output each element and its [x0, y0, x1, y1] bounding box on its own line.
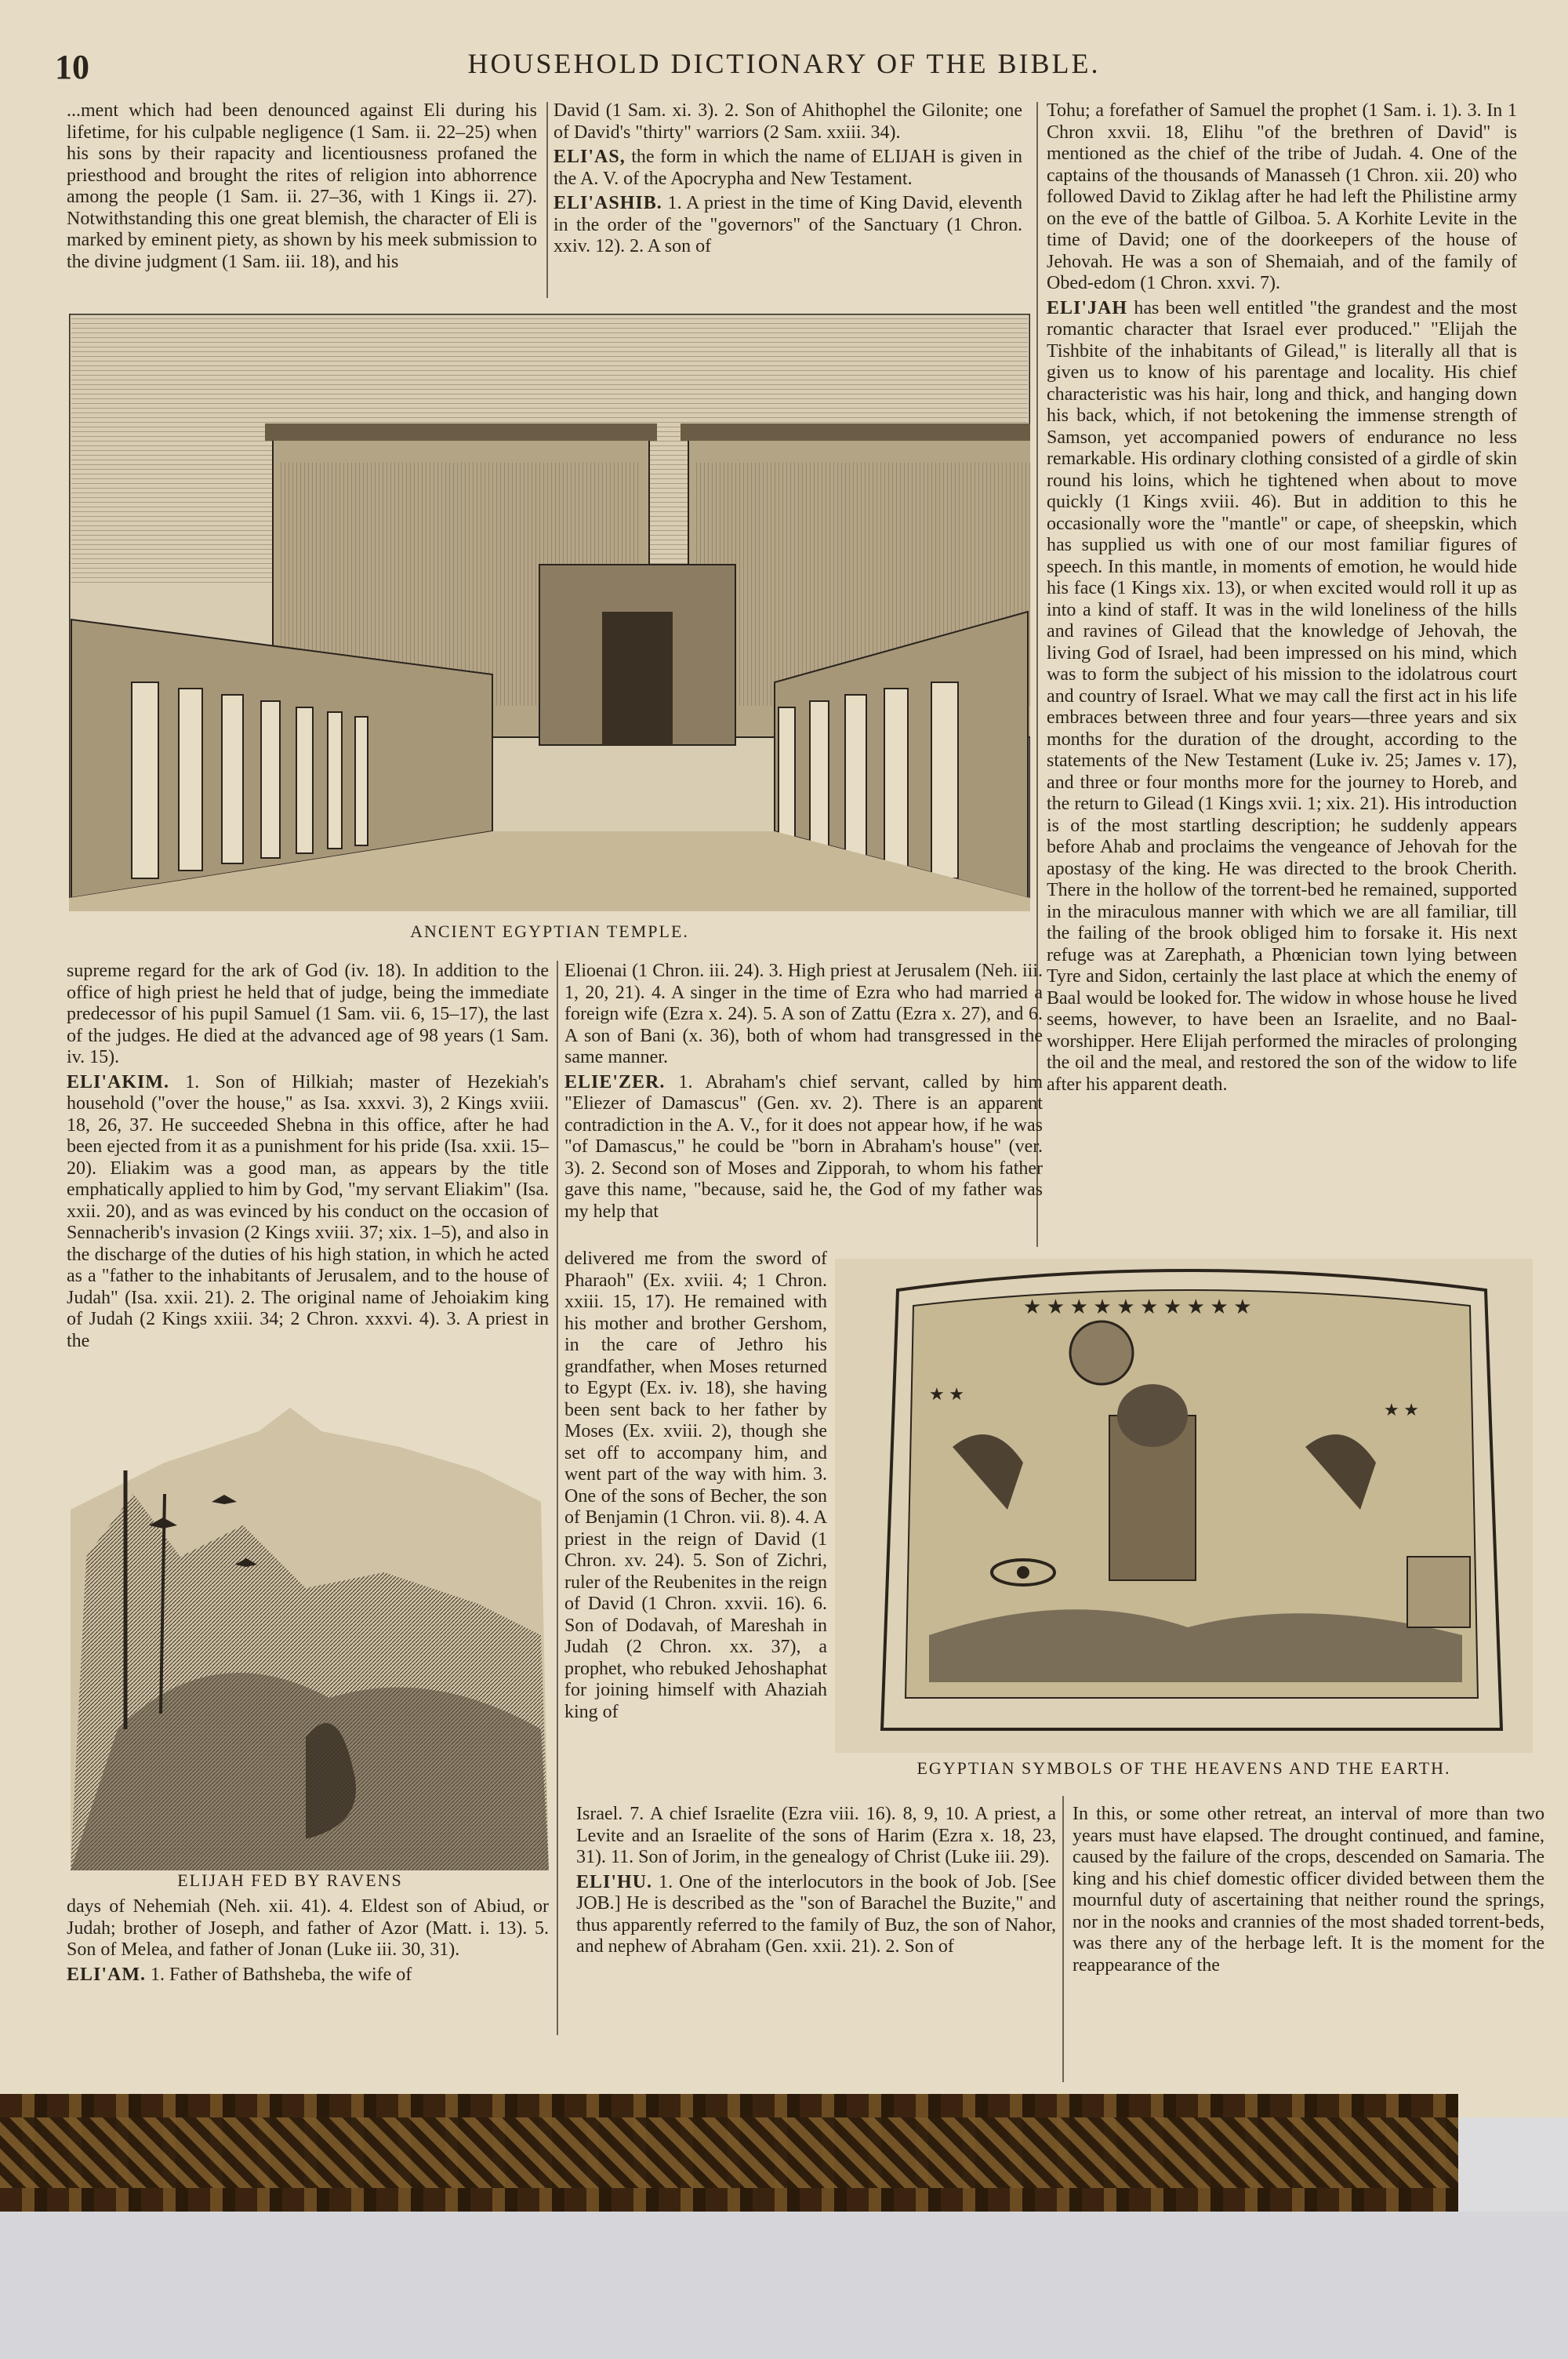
column-divider	[546, 102, 548, 298]
paragraph: supreme regard for the ark of God (iv. 18). In addition to the office of high priest he held that of judge, being the immediate predecessor of his pupil Samuel (1 Sam. vii. 6, 15–17), the last of the judges. He died at the advanced age of 98 years (1 Sam. iv. 15).	[67, 961, 549, 1067]
entry-text: 1. Abraham's chief servant, called by him "Eliezer of Damascus" (Gen. xv. 2). There is an apparent contradiction in the A. V., for it does not appear how, if he was "of Damascus," he could be "born in Abraham's house" (ver. 3). 2. Second son of Moses and Zipporah, to whom his father gave this name, "because, said he, the God of my father was my help that	[564, 1071, 1043, 1222]
column-divider	[557, 961, 558, 2035]
column-1-bottom	[67, 1896, 549, 2081]
page-header	[47, 47, 1521, 86]
svg-text:★ ★: ★ ★	[1384, 1400, 1419, 1419]
entry-text: 1. One of the interlocutors in the book of Job. [See JOB.] He is described as the "son of Barachel the Buzite," and thus apparently referred to the family of Buz, the son of Nahor, and nephew of Abraham (Gen. xxii. 21). 2. Son of	[576, 1871, 1056, 1957]
entry-elijah	[1047, 298, 1517, 1096]
headword: ELI'AS,	[554, 147, 626, 167]
paragraph: David (1 Sam. xi. 3). 2. Son of Ahithophel the Gilonite; one of David's "thirty" warriors (2 Sam. xxiii. 34).	[554, 100, 1022, 143]
elijah-fed-by-ravens-engraving	[71, 1400, 549, 1870]
headword: ELI'ASHIB.	[554, 193, 662, 213]
entry-elias	[554, 147, 1022, 190]
entry-text: 1. Son of Hilkiah; master of Hezekiah's household ("over the house," as Isa. xxxvi. 3), 2 Kings xviii. 18, 26, 37. He succeeded Shebna in this office, after he had been ejected from it as a punishment for his pride (Isa. xxii. 15–20). Eliakim was a good man, as appears by the title emphatically applied to him by God, "my servant Eliakim" (Isa. xxii. 20), and as was evinced by his conduct on the occasion of Sennacherib's invasion (2 Kings xviii. 37; xix. 1–5), and also in the discharge of the duties of his high station, in which he acted as a "father to the inhabitants of Jerusalem, and to the house of Judah" (Isa. xxii. 21). 2. The original name of Jehoiakim king of Judah (2 Kings xxiii. 34; 2 Chron. xxxvi. 4). 3. A priest in the	[67, 1071, 549, 1351]
temple-caption: ANCIENT EGYPTIAN TEMPLE.	[410, 921, 689, 941]
column-2-top	[554, 100, 1022, 296]
column-2-bottom	[576, 1804, 1056, 2082]
headword: ELI'HU.	[576, 1871, 653, 1892]
column-divider	[1062, 1796, 1064, 2082]
column-1-middle	[67, 961, 549, 1392]
entry-text: has been well entitled "the grandest and the most romantic character that Israel ever produced." "Elijah the Tishbite of the inhabitants of Gilead," is literally all that is given us to know of his parentage and locality. His chief characteristic was his hair, long and thick, and hanging down his back, which, if not betokening the immense strength of Samson, yet accompanied powers of endurance no less remarkable. His ordinary clothing consisted of a girdle of skin round his loins, which he tightened when about to move quickly (1 Kings xviii. 46). But in addition to this he occasionally wore the "mantle" or cape, of sheepskin, which has supplied us with one of our most familiar figures of speech. In this mantle, in moments of emotion, he would hide his face (1 Kings xix. 13), or when excited would roll it up as into a kind of staff. It was in the wild loneliness of the hills and ravines of Gilead that the knowledge of Jehovah, the living God of Israel, had been impressed on his mind, which was to form the subject of his mission to the idolatrous court and country of Israel. What we may call the first act in his life embraces between three and four years—three years and six months for the duration of the drought, according to the statements of the New Testament (Luke iv. 25; James v. 17), and three or four months more for the journey to Horeb, and the return to Gilead (1 Kings xvii. 1; xix. 21). His introduction is of the most startling description; he suddenly appears before Ahab and proclaims the vengeance of Jehovah for the apostasy of the king. He was directed to the brook Cherith. There in the hollow of the torrent-bed he remained, supported in the miraculous manner with which we are all familiar, till the failing of the brook obliged him to forsake it. His next refuge was at Zarephath, a Phœnician town lying between Tyre and Sidon, certainly the last place at which the enemy of Baal would be looked for. The widow in whose house he lived seems, however, to have been an Israelite, and no Baal-worshipper. Here Elijah performed the miracles of prolonging the oil and the meal, and restored the son of the widow to life after his apparent death.	[1047, 297, 1517, 1095]
entry-text: the form in which the name of ELIJAH is given in the A. V. of the Apocrypha and New Testament.	[554, 147, 1022, 189]
headword: ELI'AKIM.	[67, 1071, 170, 1092]
svg-text:★ ★ ★ ★ ★ ★ ★ ★ ★ ★: ★ ★ ★ ★ ★ ★ ★ ★ ★ ★	[1023, 1296, 1252, 1318]
column-3-top	[1047, 100, 1517, 1222]
paragraph: days of Nehemiah (Neh. xii. 41). 4. Eldest son of Abiud, or Judah; brother of Joseph, and father of Azor (Matt. i. 13). 5. Son of Melea, and father of Jonan (Luke iii. 30, 31).	[67, 1896, 549, 1960]
column-3-bottom	[1073, 1804, 1544, 2082]
paragraph: delivered me from the sword of Pharaoh" (Ex. xviii. 4; 1 Chron. xxiii. 15, 17). He remained with his mother and brother Gershom, in the care of Jethro his grandfather, when Moses returned to Egypt (Ex. iv. 18), she having been sent back to her father by Moses (Ex. xviii. 2), though she set off to accompany him, and went part of the way with him. 3. One of the sons of Becher, the son of Benjamin (1 Chron. vii. 8). 4. A priest in the reign of David (1 Chron. xv. 24). 5. Son of Zichri, ruler of the Reubenites in the reign of David (1 Chron. xxvii. 16). 6. Son of Dodavah, of Mareshah in Judah (2 Chron. xx. 37), a prophet, who rebuked Jehoshaphat for joining himself with Ahaziah king of	[564, 1249, 827, 1722]
paragraph: ...ment which had been denounced against Eli during his lifetime, for his culpable negligence (1 Sam. ii. 22–25) when his sons by their rapacity and licentiousness profaned the priesthood and brought the rites of religion into abhorrence among the people (1 Sam. ii. 27–36, with 1 Kings ii. 27). Notwithstanding this one great blemish, the character of Eli is marked by eminent piety, as shown by his meek submission to the divine judgment (1 Sam. iii. 18), and his	[67, 100, 537, 272]
paragraph: Elioenai (1 Chron. iii. 24). 3. High priest at Jerusalem (Neh. iii. 1, 20, 21). 4. A singer in the time of Ezra who had married a foreign wife (Ezra x. 24). 5. A son of Zattu (Ezra x. 27), and 6. A son of Bani (x. 36), both of whom had transgressed in the same manner.	[564, 961, 1043, 1067]
column-1-top	[67, 100, 537, 296]
running-title: HOUSEHOLD DICTIONARY OF THE BIBLE.	[467, 48, 1101, 79]
svg-text:★ ★: ★ ★	[929, 1384, 964, 1404]
decorative-binding-pattern	[0, 2117, 1458, 2188]
entry-eliezer	[564, 1072, 1043, 1223]
paragraph: In this, or some other retreat, an interval of more than two years must have elapsed. The drought continued, and famine, caused by the failure of the crops, descended on Samaria. The king and his chief domestic officer divided between them the mournful duty of ascertaining that neither round the springs, nor in the nooks and crannies of the most shaded torrent-beds, was there any of the herbage left. It is the moment for the reappearance of the	[1073, 1804, 1544, 1976]
ancient-egyptian-temple-engraving	[69, 314, 1030, 911]
symbols-caption: EGYPTIAN SYMBOLS OF THE HEAVENS AND THE EARTH.	[916, 1758, 1451, 1778]
egyptian-symbols-engraving	[835, 1259, 1533, 1753]
paragraph: Israel. 7. A chief Israelite (Ezra viii. 16). 8, 9, 10. A priest, a Levite and an Israelite of the sons of Harim (Ezra x. 18, 23, 31). 11. Son of Jorim, in the genealogy of Christ (Luke iii. 29).	[576, 1804, 1056, 1867]
column-2-narrow	[564, 1249, 827, 1805]
column-2-middle	[564, 961, 1043, 1247]
ravens-caption: ELIJAH FED BY RAVENS	[177, 1870, 403, 1890]
headword: ELIE'ZER.	[564, 1071, 666, 1092]
entry-eliam	[67, 1965, 549, 1986]
headword: ELI'JAH	[1047, 297, 1128, 318]
entry-eliakim	[67, 1072, 549, 1353]
paragraph: Tohu; a forefather of Samuel the prophet (1 Sam. i. 1). 3. In 1 Chron xxvii. 18, Elihu "of the brethren of David" is mentioned as the chief of the tribe of Judah. 4. One of the captains of the thousands of Manasseh (1 Chron. xii. 20) who followed David to Ziklag after he had left the Philistine army on the eve of the battle of Gilboa. 5. A Korhite Levite in the time of David; one of the doorkeepers of the house of Jehovah. He was a son of Shemaiah, and of the family of Obed-edom (1 Chron. xxvi. 7).	[1047, 100, 1517, 293]
entry-elihu	[576, 1872, 1056, 1958]
entry-text: 1. Father of Bathsheba, the wife of	[151, 1964, 412, 1985]
headword: ELI'AM.	[67, 1964, 147, 1985]
entry-text: 1. A priest in the time of King David, eleventh in the order of the "governors" of the Sanctuary (1 Chron. xxiv. 12). 2. A son of	[554, 193, 1022, 256]
page-number: 10	[55, 48, 89, 86]
entry-eliashib	[554, 193, 1022, 258]
background-surface	[0, 2212, 1568, 2359]
